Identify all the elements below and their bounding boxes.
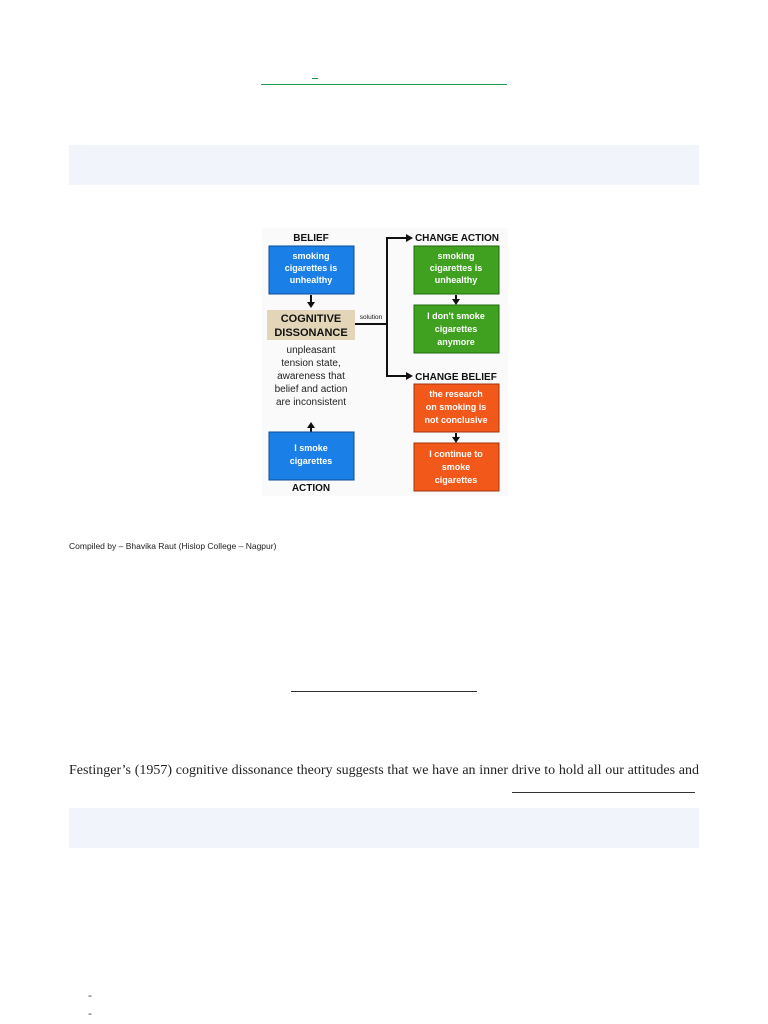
change-belief-heading: CHANGE BELIEF	[415, 372, 497, 383]
change-action-heading: CHANGE ACTION	[414, 233, 500, 244]
change-belief-box-1-line-1: the research	[429, 389, 483, 399]
change-belief-box-2-line-1: I continue to	[429, 449, 483, 459]
change-belief-box-1-line-3: not conclusive	[424, 415, 488, 425]
change-belief-box-2-line-3: cigarettes	[434, 475, 478, 485]
paragraph-underline[interactable]	[512, 792, 695, 793]
dissonance-desc-line-4: belief and action	[274, 384, 348, 395]
action-box-line-1: I smoke	[294, 443, 328, 453]
belief-box-line-2: cigarettes is	[284, 263, 338, 273]
solution-label: solution	[359, 314, 383, 321]
change-belief-box-2-line-2: smoke	[441, 462, 471, 472]
change-action-box-2-line-2: cigarettes	[434, 324, 478, 334]
belief-box-line-3: unhealthy	[289, 275, 333, 285]
belief-box-line-1: smoking	[292, 251, 330, 261]
list-marker: -	[88, 988, 92, 1002]
top-link-tick	[312, 78, 318, 79]
section-rule	[291, 691, 477, 692]
dissonance-desc-line-2: tension state,	[281, 358, 341, 369]
list-marker: -	[88, 1006, 92, 1020]
change-belief-box-1-line-2: on smoking is	[425, 402, 487, 412]
change-action-box-1-line-1: smoking	[437, 251, 475, 261]
belief-heading: BELIEF	[293, 233, 329, 244]
change-action-box-1-line-3: unhealthy	[434, 275, 478, 285]
top-link-underline[interactable]	[261, 84, 507, 85]
shaded-band-bottom	[69, 808, 699, 848]
change-action-box-2-line-1: I don't smoke	[427, 311, 485, 321]
shaded-band-top	[69, 145, 699, 185]
cognitive-dissonance-diagram	[262, 228, 508, 496]
dissonance-desc-line-5: are inconsistent	[275, 397, 347, 408]
credit-line: Compiled by – Bhavika Raut (Hislop College – Nagpur)	[69, 541, 277, 551]
dissonance-desc-line-3: awareness that	[277, 371, 345, 382]
dissonance-title-line-1: COGNITIVE	[280, 313, 342, 325]
action-heading: ACTION	[291, 483, 331, 494]
action-box-line-2: cigarettes	[289, 456, 333, 466]
change-action-box-1-line-2: cigarettes is	[429, 263, 483, 273]
body-paragraph: Festinger’s (1957) cognitive dissonance theory suggests that we have an inner drive to hold all our attitudes and	[69, 763, 699, 778]
dissonance-desc-line-1: unpleasant	[286, 345, 336, 356]
change-action-box-2-line-3: anymore	[437, 337, 475, 347]
dissonance-title-line-2: DISSONANCE	[274, 327, 348, 339]
